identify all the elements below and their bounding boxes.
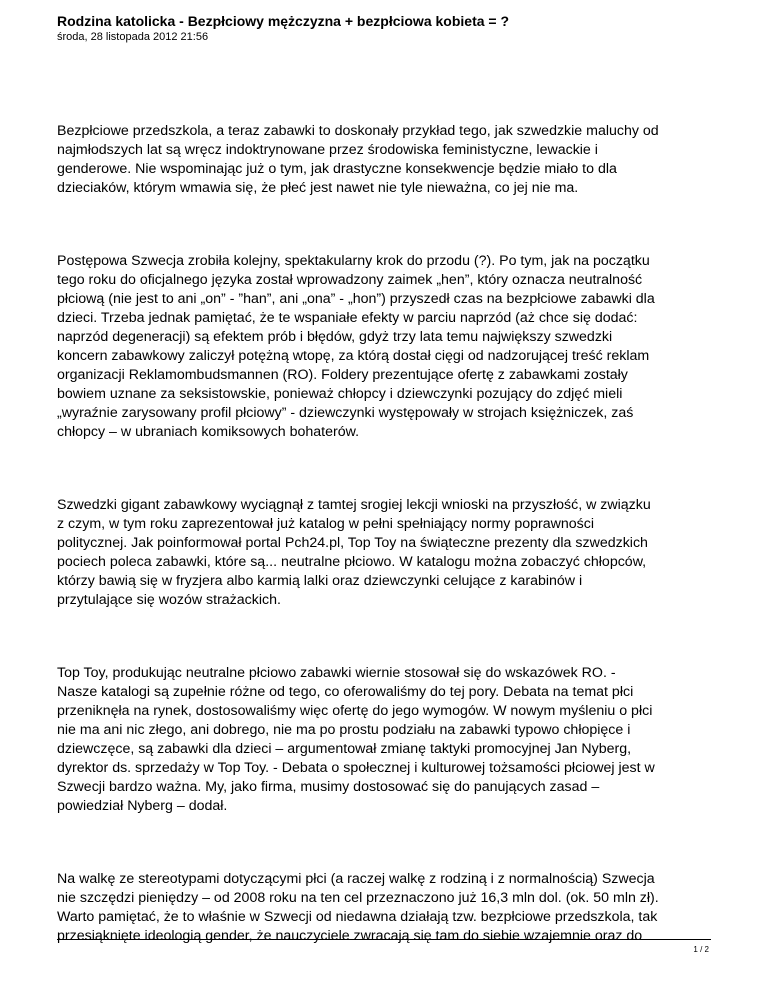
paragraph-top-toy: Top Toy, produkując neutralne płciowo zabawki wiernie stosował się do wskazówek RO. - Nasze katalogi są zupełnie różne od tego, co oferowaliśmy do tej pory. Debata na temat płci przeniknęła na rynek, dostosowaliśmy więc ofertę do jego wymogów. W nowym myśleniu o płci nie ma ani nic złego, ani dobrego, nie ma po prostu podziału na zabawki typowo chłopięce i dziewczęce, są zabawki dla dzieci – argumentował zmianę taktyki promocyjnej Jan Nyberg, dyrektor ds. sprzedaży w Top Toy. - Debata o społecznej i kulturowej tożsamości płciowej jest w Szwecji bardzo ważna. My, jako firma, musimy dostosować się do panujących zasad – powiedział Nyberg – dodał. — [57, 665, 655, 814]
article-body — [57, 122, 717, 946]
paragraph-toy-giant: Szwedzki gigant zabawkowy wyciągnął z tamtej srogiej lekcji wnioski na przyszłość, w związku z czym, w tym roku zaprezentował już katalog w pełni spełniający normy poprawności politycznej. Jak poinformował portal Pch24.pl, Top Toy na świąteczne prezenty dla szwedzkich pociech poleca zabawki, które są... neutralne płciowo. W katalogu można zobaczyć chłopców, którzy bawią się w fryzjera albo karmią lalki oraz dziewczynki celujące z karabinów i przytulające się wozów strażackich. — [57, 497, 651, 608]
page-header — [57, 13, 717, 45]
article-date: środa, 28 listopada 2012 21:56 — [57, 31, 209, 43]
paragraph-intro: Bezpłciowe przedszkola, a teraz zabawki to doskonały przykład tego, jak szwedzkie maluchy od najmłodszych lat są wręcz indoktrynowane przez środowiska feministyczne, lewackie i genderowe. Nie wspominając już o tym, jak drastyczne konsekwencje będzie miało to dla dzieciaków, którym wmawia się, że płeć jest nawet nie tyle nieważna, co jej nie ma. — [57, 123, 659, 196]
paragraph-stereotypes: Na walkę ze stereotypami dotyczącymi płci (a raczej walkę z rodziną i z normalnością) Szwecja nie szczędzi pieniędzy – od 2008 roku na ten cel przeznaczono już 16,3 mln dol. (ok. 50 mln zł). Warto pamiętać, że to właśnie w Szwecji od niedawna działają tzw. bezpłciowe przedszkola, tak przesiąknięte ideologią gender, że nauczyciele zwracają się tam do siebie wzajemnie oraz do — [57, 871, 659, 944]
paragraph-sweden-step: Postępowa Szwecja zrobiła kolejny, spektakularny krok do przodu (?). Po tym, jak na początku tego roku do oficjalnego języka został wprowadzony zaimek „hen”, który oznacza neutralność płciową (nie jest to ani „on” - ”han”, ani „ona” - „hon”) przyszedł czas na bezpłciowe zabawki dla dzieci. Trzeba jednak pamiętać, że te wspaniałe efekty w parciu naprzód (aż chce się dodać: naprzód degeneracji) są efektem prób i błędów, gdyż trzy lata temu największy szwedzki koncern zabawkowy zaliczył potężną wtopę, za którą dostał cięgi od nadzorującej treść reklam organizacji Reklamombudsmannen (RO). Foldery prezentujące ofertę z zabawkami zostały bowiem uznane za seksistowskie, ponieważ chłopcy i dziewczynki pozujący do zdjęć mieli „wyraźnie zarysowany profil płciowy” - dziewczynki występowały w strojach księżniczek, zaś chłopcy – w ubraniach komiksowych bohaterów. — [57, 253, 655, 440]
page-number: 1 / 2 — [693, 945, 709, 954]
article-title: Rodzina katolicka - Bezpłciowy mężczyzna + bezpłciowa kobieta = ? — [57, 13, 510, 29]
footer-divider — [57, 939, 711, 940]
